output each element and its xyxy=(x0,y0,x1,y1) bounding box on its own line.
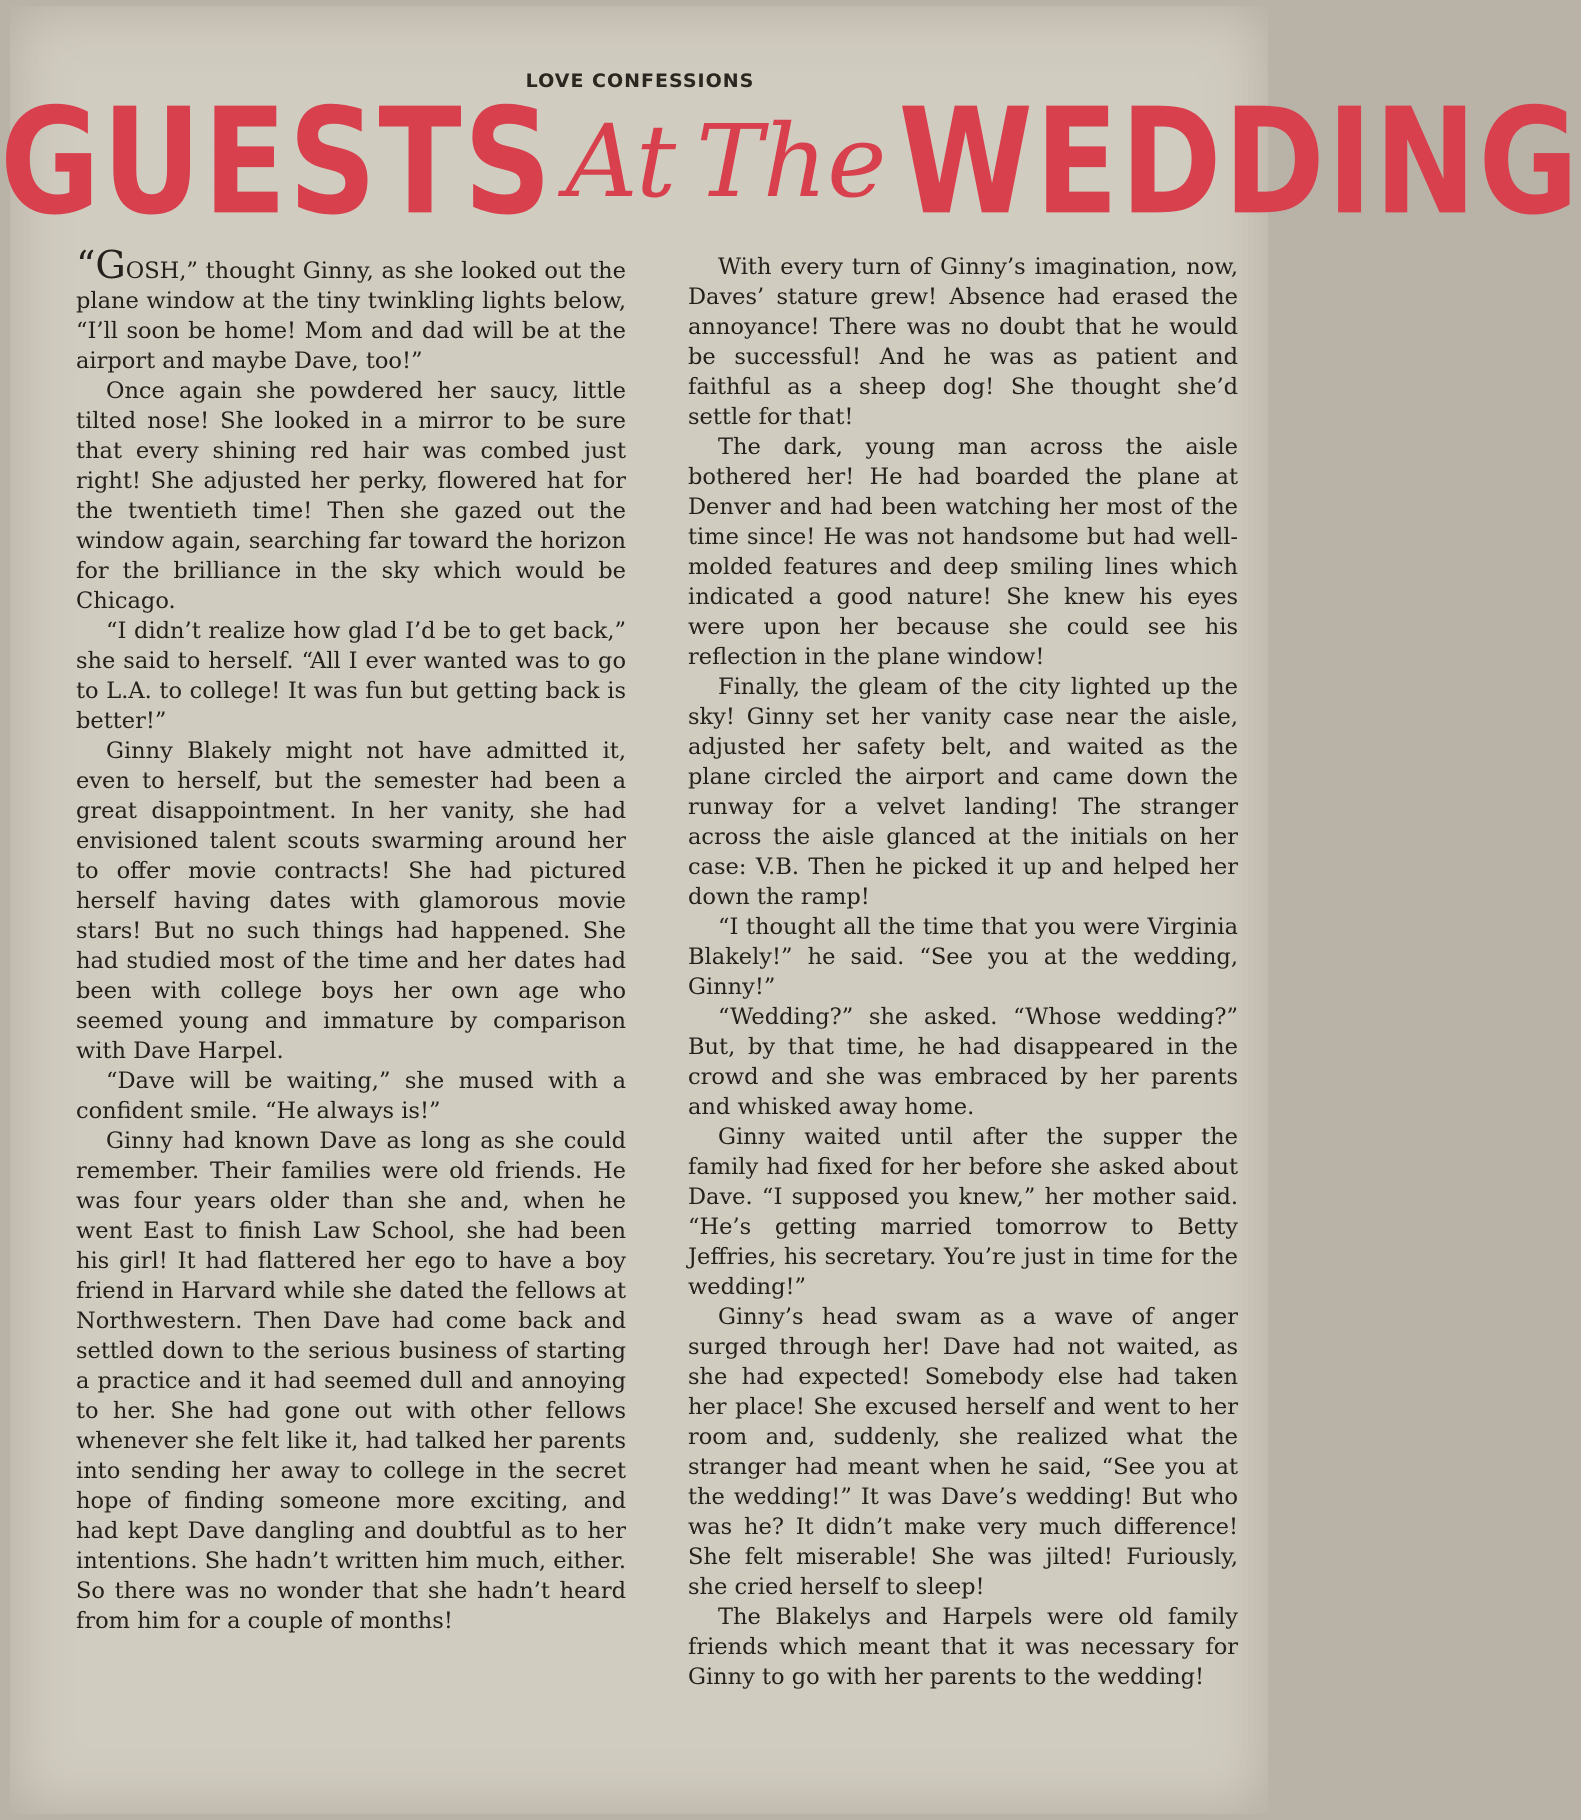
story-paragraph: Ginny’s head swam as a wave of anger surged through her! Dave had not waited, as she had expected! Somebody else had taken her place! She excused herself and went to her room and, suddenly, she realized what the stranger had meant when he said, “See you at the wedding!” It was Dave’s wedding! But who was he? It didn’t make very much difference! She felt miserable! She was jilted! Furiously, she cried herself to sleep! xyxy=(688,1304,1238,1600)
story-column-left xyxy=(76,243,626,1636)
story-paragraph: The Blakelys and Harpels were old family friends which meant that it was necessary for Ginny to go with her parents to the wedding! xyxy=(688,1604,1238,1690)
title-word-at: At xyxy=(565,103,677,221)
story-paragraph: Finally, the gleam of the city lighted up the sky! Ginny set her vanity case near the aisle, adjusted her safety belt, and waited as the plane circled the airport and came down the runway for a velvet landing! The stranger across the aisle glanced at the initials on her case: V.B. Then he picked it up and helped her down the ramp! xyxy=(688,674,1238,910)
title-word-the: The xyxy=(696,103,887,221)
story-paragraph: “Wedding?” she asked. “Whose wedding?” But, by that time, he had disappeared in the crowd and she was embraced by her parents and whisked away home. xyxy=(688,1004,1238,1120)
title-word-guests: GUESTS xyxy=(0,77,554,248)
story-paragraph: “I thought all the time that you were Virginia Blakely!” he said. “See you at the wedding, Ginny!” xyxy=(688,914,1238,1000)
story-paragraph: The dark, young man across the aisle bothered her! He had boarded the plane at Denver and had been watching her most of the time since! He was not handsome but had well-molded features and deep smiling lines which indicated a good nature! She knew his eyes were upon her because she could see his reflection in the plane window! xyxy=(688,434,1238,670)
story-paragraph: “Dave will be waiting,” she mused with a confident smile. “He always is!” xyxy=(76,1068,626,1124)
drop-cap: “G xyxy=(76,243,126,287)
title-word-wedding: WEDDING xyxy=(898,77,1581,248)
story-paragraph: Ginny had known Dave as long as she could remember. Their families were old friends. He was four years older than she and, when he went East to finish Law School, she had been his girl! It had flattered her ego to have a boy friend in Harvard while she dated the fellows at Northwestern. Then Dave had come back and settled down to the serious business of starting a practice and it had seemed dull and annoying to her. She had gone out with other fellows whenever she felt like it, had talked her parents into sending her away to college in the secret hope of finding someone more exciting, and had kept Dave dangling and doubtful as to her intentions. She hadn’t written him much, either. So there was no wonder that she hadn’t heard from him for a couple of months! xyxy=(76,1128,626,1634)
story-column-right xyxy=(688,252,1238,1692)
story-paragraph: Once again she powdered her saucy, little tilted nose! She looked in a mirror to be sure that every shining red hair was combed just right! She adjusted her perky, flowered hat for the twentieth time! Then she gazed out the window again, searching far toward the horizon for the brilliance in the sky which would be Chicago. xyxy=(76,378,626,614)
magazine-name: LOVE CONFESSIONS xyxy=(525,70,755,92)
story-paragraph: Ginny Blakely might not have admitted it, even to herself, but the semester had been a great disappointment. In her vanity, she had envisioned talent scouts swarming around her to offer movie contracts! She had pictured herself having dates with glamorous movie stars! But no such things had happened. She had studied most of the time and her dates had been with college boys her own age who seemed young and immature by comparison with Dave Harpel. xyxy=(76,738,626,1064)
story-paragraph: Ginny waited until after the supper the family had fixed for her before she asked about Dave. “I supposed you knew,” her mother said. “He’s getting married tomorrow to Betty Jeffries, his secretary. You’re just in time for the wedding!” xyxy=(688,1124,1238,1300)
story-paragraph: “GOSH,” thought Ginny, as she looked out the plane window at the tiny twinkling lights below, “I’ll soon be home! Mom and dad will be at the airport and maybe Dave, too!” xyxy=(76,243,626,374)
story-paragraph: “I didn’t realize how glad I’d be to get back,” she said to herself. “All I ever wanted was to go to L.A. to college! It was fun but getting back is better!” xyxy=(76,618,626,734)
story-paragraph: With every turn of Ginny’s imagination, now, Daves’ stature grew! Absence had erased the annoyance! There was no doubt that he would be successful! And he was as patient and faithful as a sheep dog! She thought she’d settle for that! xyxy=(688,254,1238,430)
